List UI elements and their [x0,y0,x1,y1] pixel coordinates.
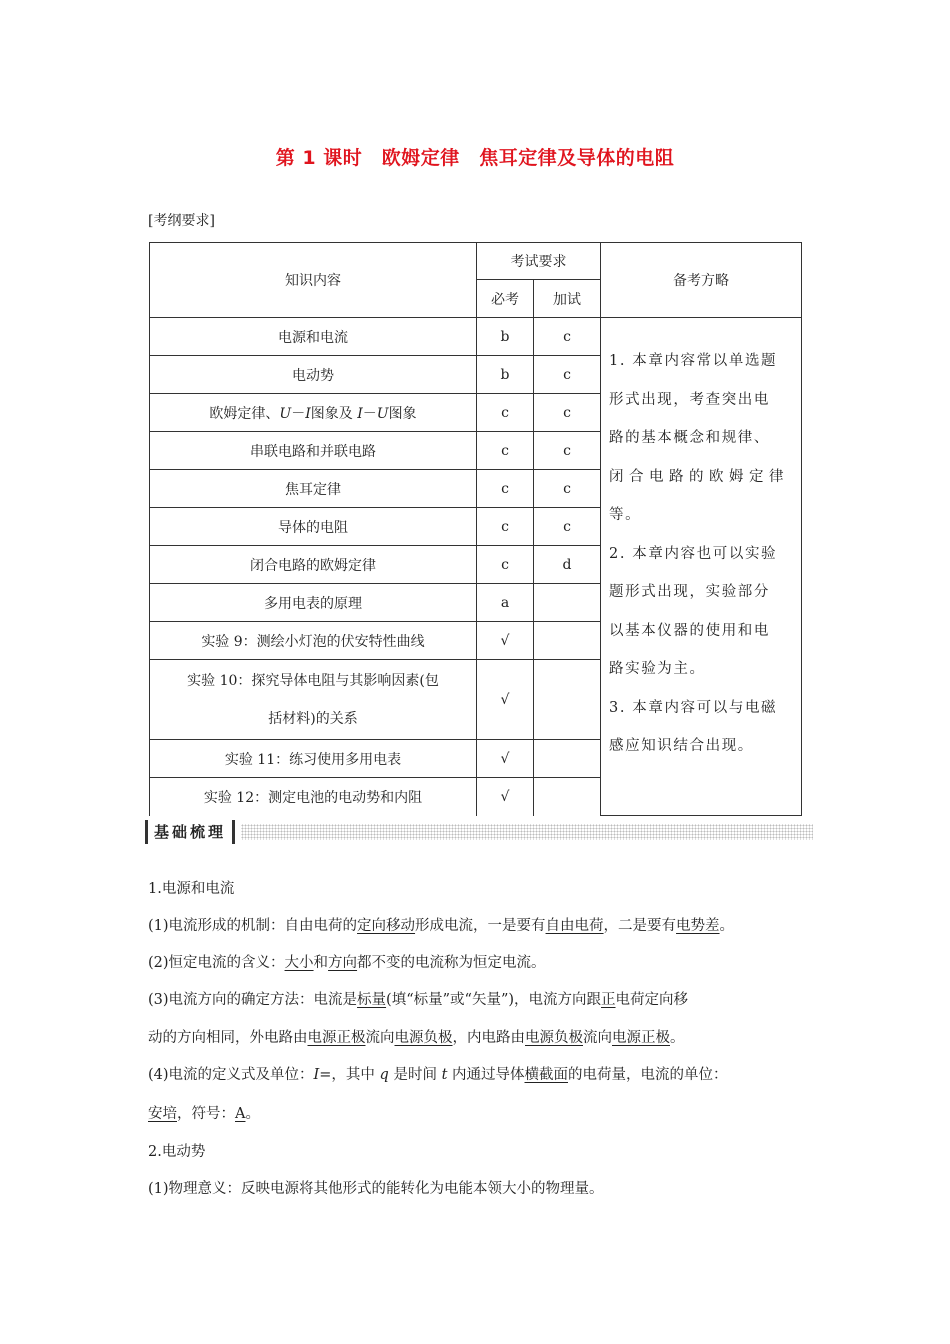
exam-requirements-label: [考纲要求] [148,213,215,229]
exam-requirements-table [149,242,802,816]
row-required: c [477,432,534,470]
page-title: 第 1 课时 欧姆定律 焦耳定律及导体的电阻 [275,147,675,169]
strategy-line: 等。 [609,507,642,523]
section-dotted-pattern [241,824,813,840]
row-required: b [477,356,534,394]
header-knowledge: 知识内容 [150,243,477,318]
header-optional: 加试 [534,280,601,318]
row-topic: 实验 11：练习使用多用电表 [150,740,477,778]
row-required: √ [477,740,534,778]
strategy-line: 路实验为主。 [609,661,706,677]
row-topic: 多用电表的原理 [150,584,477,622]
strategy-line: 感应知识结合出现。 [609,738,754,754]
row-optional: c [534,394,601,432]
heading-emf: 2.电动势 [148,1144,206,1160]
strategy-cell [601,318,802,816]
row-optional [534,778,601,816]
row-optional: d [534,546,601,584]
paragraph-steady-current: (2)恒定电流的含义：大小和方向都不变的电流称为恒定电流。 [148,955,546,971]
row-required: √ [477,660,534,740]
row-topic: 串联电路和并联电路 [150,432,477,470]
row-required: a [477,584,534,622]
row-topic: 闭合电路的欧姆定律 [150,546,477,584]
header-requirement: 考试要求 [477,243,601,280]
strategy-line: 2. 本章内容也可以实验 [609,545,778,562]
paragraph-current-unit: 安培，符号：A。 [148,1106,260,1122]
paragraph-current-definition: (4)电流的定义式及单位：I=，其中 q 是时间 t 内通过导体横截面的电荷量，电流的单位： [148,1067,728,1083]
paragraph-emf-meaning: (1)物理意义：反映电源将其他形式的能转化为电能本领大小的物理量。 [148,1181,604,1197]
row-topic: 电动势 [150,356,477,394]
row-optional: c [534,470,601,508]
row-required: c [477,508,534,546]
row-topic: 欧姆定律、U－I图象及 I－U图象 [150,394,477,432]
row-optional [534,584,601,622]
row-optional [534,740,601,778]
table-row [150,318,802,356]
strategy-line: 形式出现，考查突出电 [609,391,770,408]
strategy-line: 题形式出现，实验部分 [609,584,770,600]
strategy-line: 路的基本概念和规律、 [609,430,770,446]
strategy-line: 1. 本章内容常以单选题 [609,353,778,369]
row-topic: 电源和电流 [150,318,477,356]
paragraph-current-mechanism: (1)电流形成的机制：自由电荷的定向移动形成电流，一是要有自由电荷，二是要有电势差。 [148,918,735,934]
row-required: c [477,394,534,432]
section-header-bar [145,820,813,844]
row-topic: 实验 12：测定电池的电动势和内阻 [150,778,477,816]
row-required: √ [477,622,534,660]
row-topic: 导体的电阻 [150,508,477,546]
row-optional [534,622,601,660]
paragraph-current-direction: (3)电流方向的确定方法：电流是标量(填“标量”或“矢量”)，电流方向跟正电荷定向移 [148,992,689,1008]
row-topic: 实验 9：测绘小灯泡的伏安特性曲线 [150,622,477,660]
strategy-line: 闭合电路的欧姆定律 [609,468,789,485]
row-topic: 实验 10：探究导体电阻与其影响因素(包 括材料)的关系 [150,660,477,740]
row-topic: 焦耳定律 [150,470,477,508]
row-required: √ [477,778,534,816]
strategy-line: 3. 本章内容可以与电磁 [609,699,778,716]
row-optional [534,660,601,740]
section-label: 基础梳理 [145,820,235,844]
row-required: c [477,470,534,508]
header-strategy: 备考方略 [601,243,802,318]
row-optional: c [534,432,601,470]
row-required: b [477,318,534,356]
strategy-line: 以基本仪器的使用和电 [609,622,770,639]
row-required: c [477,546,534,584]
row-optional: c [534,318,601,356]
row-optional: c [534,356,601,394]
header-required: 必考 [477,280,534,318]
heading-power-and-current: 1.电源和电流 [148,881,235,897]
paragraph-current-direction-cont: 动的方向相同，外电路由电源正极流向电源负极，内电路由电源负极流向电源正极。 [148,1030,685,1046]
row-optional: c [534,508,601,546]
